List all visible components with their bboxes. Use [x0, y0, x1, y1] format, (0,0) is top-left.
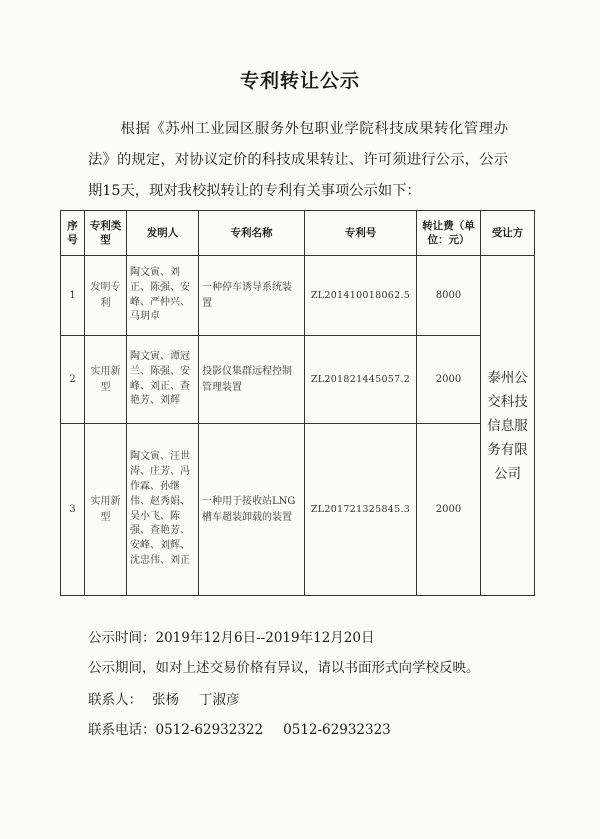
- header-type: 专利类型: [85, 211, 127, 256]
- row-type: 实用新型: [85, 336, 127, 424]
- row-inventors: 陶文寅、刘正、陈强、安峰、严仲兴、马玥卓: [127, 256, 199, 336]
- contact-label: 联系人：: [88, 692, 142, 708]
- header-number: 专利号: [305, 211, 417, 256]
- assignee-cell: 泰州公交科技信息服务有限公司: [481, 256, 535, 596]
- intro-paragraph: [88, 114, 508, 207]
- publicity-period: [88, 626, 374, 646]
- row-inventors: 陶文寅、谭冠兰、陈强、安峰、刘正、查艳芳、刘辉: [127, 336, 199, 424]
- contact-name-1: 张杨: [152, 692, 179, 708]
- row-patent-name: 投影仪集群远程控制管理装置: [199, 336, 305, 424]
- row-patent-number: ZL201821445057.2: [305, 336, 417, 424]
- table-header-row: [61, 211, 535, 256]
- row-fee: 2000: [417, 424, 481, 596]
- intro-text: 根据《苏州工业园区服务外包职业学院科技成果转化管理办法》的规定，对协议定价的科技成果转让、许可须进行公示，公示期15天，现对我校拟转让的专利有关事项公示如下：: [88, 121, 508, 199]
- row-patent-number: ZL201410018062.5: [305, 256, 417, 336]
- period-label: 公示时间：: [88, 630, 156, 646]
- table-row: [61, 256, 535, 336]
- page-title: 专利转让公示: [239, 70, 360, 92]
- row-type: 发明专利: [85, 256, 127, 336]
- contact-name-2: 丁淑彦: [199, 692, 240, 708]
- row-fee: 2000: [417, 336, 481, 424]
- row-index: 1: [61, 256, 85, 336]
- row-type: 实用新型: [85, 424, 127, 596]
- contact-phones: [88, 718, 391, 738]
- table-row: [61, 336, 535, 424]
- contact-persons: [88, 688, 240, 708]
- table-row: [61, 424, 535, 596]
- row-fee: 8000: [417, 256, 481, 336]
- row-patent-name: 一种用于接收站LNG槽车超装卸载的装置: [199, 424, 305, 596]
- header-fee: 转让费（单位：元）: [417, 211, 481, 256]
- header-index: 序号: [61, 211, 85, 256]
- objection-note: 公示期间，如对上述交易价格有异议，请以书面形式向学校反映。: [88, 660, 480, 676]
- header-inventors: 发明人: [127, 211, 199, 256]
- phone-number-1: 0512-62932322: [155, 722, 264, 738]
- row-inventors: 陶文寅、汪世涛、庄芳、冯作霖、孙继伟、赵秀娟、吴小飞、陈强、查艳芳、安峰、刘辉、沈忠伟、刘正: [127, 424, 199, 596]
- phone-label: 联系电话：: [88, 722, 156, 738]
- header-name: 专利名称: [199, 211, 305, 256]
- patent-table: [60, 210, 535, 596]
- row-index: 3: [61, 424, 85, 596]
- row-patent-number: ZL201721325845.3: [305, 424, 417, 596]
- row-index: 2: [61, 336, 85, 424]
- row-patent-name: 一种停车诱导系统装置: [199, 256, 305, 336]
- period-value: 2019年12月6日--2019年12月20日: [155, 630, 375, 646]
- header-assignee: 受让方: [481, 211, 535, 256]
- phone-number-2: 0512-62932323: [283, 722, 391, 738]
